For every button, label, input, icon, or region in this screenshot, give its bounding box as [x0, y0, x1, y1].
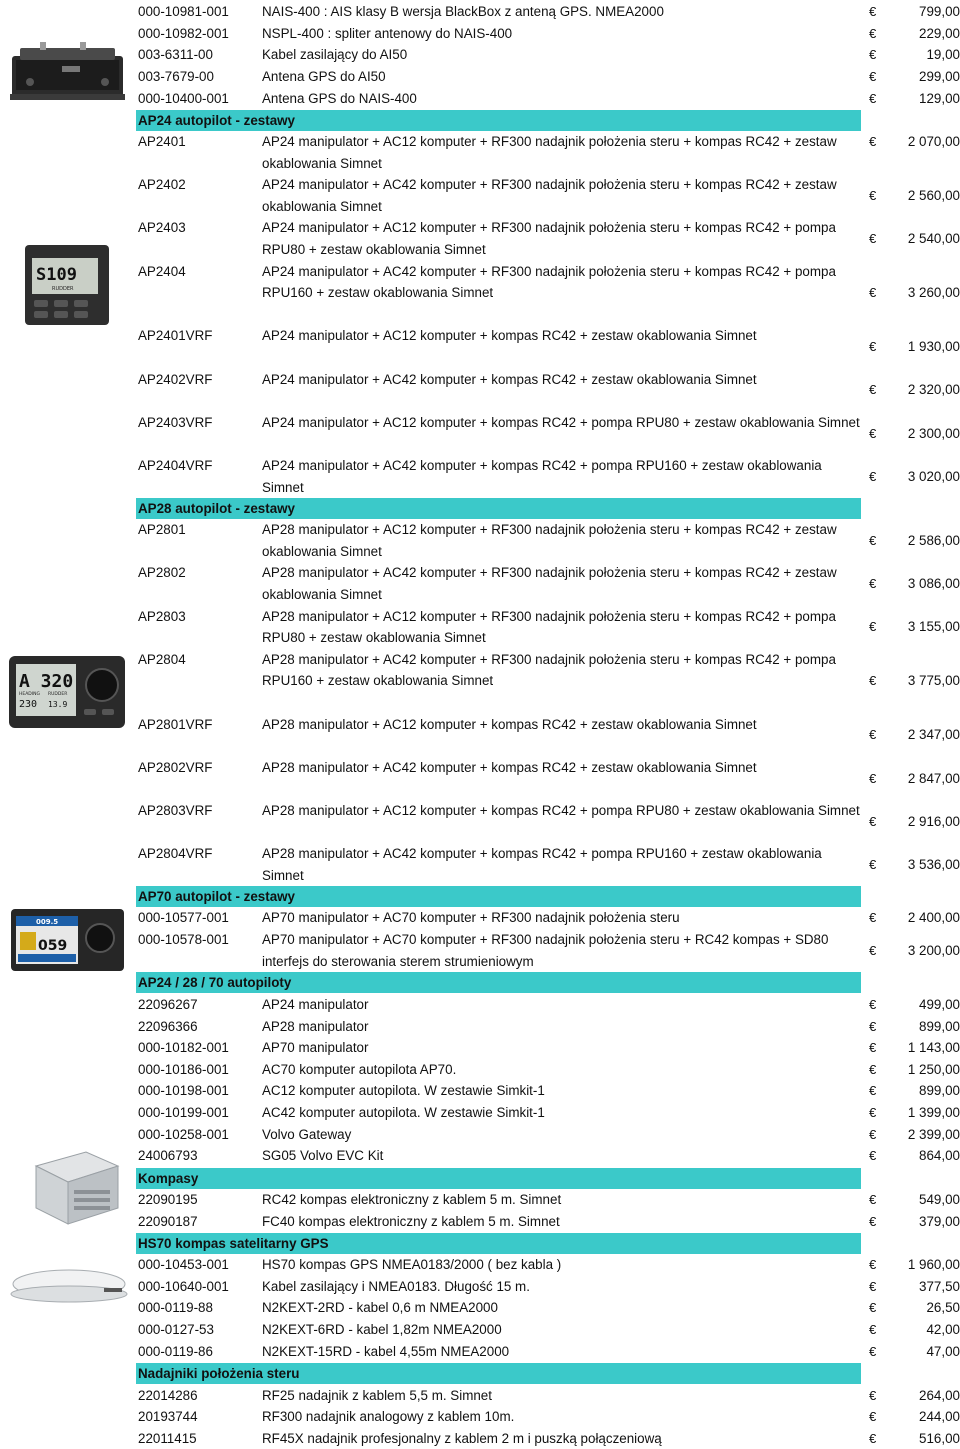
product-code: AP2804VRF — [138, 846, 213, 862]
product-price: 264,00 — [919, 1387, 960, 1403]
product-code: 000-10199-001 — [138, 1105, 229, 1120]
ap70-display-text: 059 — [38, 938, 68, 954]
product-price: 129,00 — [919, 90, 960, 106]
product-code: 000-10640-001 — [138, 1278, 229, 1294]
product-description: AP70 manipulator + AC70 komputer + RF300 nadajnik położenia steru — [262, 910, 680, 926]
product-price: 1 399,00 — [907, 1105, 960, 1120]
section-header — [136, 1233, 861, 1254]
product-price: 379,00 — [919, 1213, 960, 1229]
section-header — [136, 1168, 861, 1189]
product-code: 22090195 — [138, 1192, 198, 1208]
product-description: AP28 manipulator + AC42 komputer + RF300 nadajnik położenia steru + kompas RC42 + zestaw okablowania Simnet — [262, 565, 837, 602]
product-price: 26,50 — [926, 1300, 960, 1316]
product-description: AP28 manipulator + AC42 komputer + kompas RC42 + pompa RPU160 + zestaw okablowania Simnet — [262, 846, 822, 883]
currency-symbol: € — [869, 285, 877, 301]
gps-dome-image — [8, 1264, 130, 1310]
product-code: 22011415 — [138, 1430, 197, 1446]
ap70-display-v1: 009.5 — [36, 918, 59, 926]
section-header — [136, 972, 861, 993]
product-description: FC40 kompas elektroniczny z kablem 5 m. Simnet — [262, 1213, 560, 1229]
currency-symbol: € — [869, 1409, 877, 1425]
product-price: 42,00 — [926, 1322, 960, 1337]
section-header-title: HS70 kompas satelitarny GPS — [138, 1236, 329, 1251]
currency-symbol: € — [869, 1040, 877, 1056]
product-price: 499,00 — [919, 997, 960, 1012]
product-price: 19,00 — [926, 47, 960, 63]
ap24-display-text: S109 — [36, 265, 77, 285]
ais-blackbox-image — [10, 36, 125, 106]
product-price: 47,00 — [926, 1343, 960, 1359]
ap28-display-v2: 13.9 — [48, 700, 68, 709]
product-price: 3 260,00 — [907, 285, 960, 301]
product-price: 2 586,00 — [907, 532, 960, 548]
product-price: 3 200,00 — [907, 942, 960, 958]
product-description: AC12 komputer autopilota. W zestawie Simkit-1 — [262, 1083, 545, 1099]
currency-symbol: € — [869, 727, 877, 743]
section-header-title: Kompasy — [138, 1171, 199, 1186]
product-code: 22096267 — [138, 997, 198, 1012]
product-code: 000-0119-86 — [138, 1343, 213, 1359]
currency-symbol: € — [869, 673, 877, 689]
product-description: AP28 manipulator + AC12 komputer + kompas RC42 + zestaw okablowania Simnet — [262, 716, 757, 732]
product-code: 000-0127-53 — [138, 1322, 214, 1337]
product-description: Volvo Gateway — [262, 1126, 352, 1142]
currency-symbol: € — [869, 1083, 877, 1099]
ap70-controller-image — [10, 908, 125, 972]
currency-symbol: € — [869, 1126, 877, 1142]
ap24-controller-image — [24, 244, 110, 326]
product-price: 1 930,00 — [907, 339, 960, 355]
product-price: 799,00 — [919, 4, 960, 20]
section-header-title: Nadajniki położenia steru — [138, 1366, 300, 1381]
currency-symbol: € — [869, 1213, 877, 1229]
product-description: AP24 manipulator + AC42 komputer + RF300 nadajnik położenia steru + kompas RC42 + pompa RPU160 + zestaw okablowania Simnet — [262, 263, 836, 301]
product-description: SG05 Volvo EVC Kit — [262, 1148, 384, 1164]
product-code: AP2402 — [138, 177, 186, 193]
product-description: Antena GPS do NAIS-400 — [262, 90, 417, 106]
product-code: AP2401VRF — [138, 328, 213, 344]
currency-symbol: € — [869, 770, 877, 786]
product-code: AP2404 — [138, 263, 186, 279]
product-description: AP24 manipulator + AC12 komputer + RF300 nadajnik położenia steru + kompas RC42 + zestaw okablowania Simnet — [262, 134, 837, 171]
currency-symbol: € — [869, 910, 877, 926]
currency-symbol: € — [869, 25, 877, 41]
product-price: 3 155,00 — [907, 619, 960, 635]
section-header-title: AP70 autopilot - zestawy — [138, 889, 295, 904]
product-price: 299,00 — [919, 69, 960, 84]
product-description: NAIS-400 : AIS klasy B wersja BlackBox z anteną GPS. NMEA2000 — [262, 4, 664, 20]
product-code: 003-7679-00 — [138, 69, 214, 84]
product-description: HS70 kompas GPS NMEA0183/2000 ( bez kabla ) — [262, 1257, 562, 1273]
product-price: 2 300,00 — [907, 425, 960, 441]
product-description: AC42 komputer autopilota. W zestawie Simkit-1 — [262, 1105, 545, 1120]
currency-symbol: € — [869, 1278, 877, 1294]
product-code: AP2802VRF — [138, 759, 213, 775]
product-code: AP2402VRF — [138, 371, 213, 387]
currency-symbol: € — [869, 576, 877, 592]
product-description: RF300 nadajnik analogowy z kablem 10m. — [262, 1409, 515, 1425]
product-price: 2 400,00 — [907, 910, 960, 926]
product-code: 000-10453-001 — [138, 1257, 229, 1273]
product-price: 229,00 — [919, 25, 960, 41]
product-price: 3 536,00 — [907, 856, 960, 872]
product-description: AP24 manipulator + AC42 komputer + RF300 nadajnik położenia steru + kompas RC42 + zestaw okablowania Simnet — [262, 177, 837, 214]
product-price: 2 560,00 — [907, 187, 960, 203]
product-price: 244,00 — [919, 1409, 960, 1425]
section-header-title: AP24 / 28 / 70 autopiloty — [138, 975, 292, 990]
currency-symbol: € — [869, 1343, 877, 1359]
product-price: 377,50 — [919, 1278, 960, 1294]
section-header — [136, 1363, 861, 1384]
product-price: 2 399,00 — [907, 1126, 960, 1142]
currency-symbol: € — [869, 382, 877, 398]
product-code: 000-10182-001 — [138, 1040, 229, 1056]
currency-symbol: € — [869, 425, 877, 441]
currency-symbol: € — [869, 997, 877, 1012]
currency-symbol: € — [869, 532, 877, 548]
currency-symbol: € — [869, 134, 877, 149]
product-description: AP24 manipulator — [262, 997, 369, 1012]
product-price: 549,00 — [919, 1192, 960, 1208]
product-description: NSPL-400 : spliter antenowy do NAIS-400 — [262, 25, 513, 41]
product-code: 000-10198-001 — [138, 1083, 229, 1099]
product-price: 3 775,00 — [907, 673, 960, 689]
product-code: AP2401 — [138, 134, 186, 149]
ap28-display-v1: 230 — [19, 699, 38, 710]
currency-symbol: € — [869, 1430, 877, 1446]
product-price: 1 960,00 — [907, 1257, 960, 1273]
product-code: 22096366 — [138, 1018, 198, 1034]
product-code: AP2403VRF — [138, 414, 213, 430]
ap28-display-sub1: HEADING — [19, 692, 40, 697]
currency-symbol: € — [869, 47, 877, 63]
section-header — [136, 886, 861, 907]
product-price: 2 320,00 — [907, 382, 960, 398]
currency-symbol: € — [869, 1387, 877, 1403]
currency-symbol: € — [869, 339, 877, 355]
currency-symbol: € — [869, 942, 877, 958]
currency-symbol: € — [869, 813, 877, 829]
product-code: 24006793 — [138, 1148, 198, 1164]
currency-symbol: € — [869, 1300, 877, 1316]
product-code: 20193744 — [138, 1409, 198, 1425]
ap28-display-sub2: RUDDER — [48, 692, 68, 697]
product-description: Kabel zasilający do AI50 — [262, 47, 408, 63]
product-price: 1 143,00 — [907, 1040, 960, 1056]
product-price: 1 250,00 — [907, 1061, 960, 1077]
section-header-title: AP28 autopilot - zestawy — [138, 501, 295, 516]
product-description: RF45X nadajnik profesjonalny z kablem 2 m i puszką połączeniową — [262, 1430, 662, 1446]
product-price: 899,00 — [919, 1018, 960, 1034]
product-description: AP24 manipulator + AC12 komputer + RF300 nadajnik położenia steru + kompas RC42 + pompa RPU80 + zestaw okablowania Simnet — [262, 220, 836, 257]
section-header-title: AP24 autopilot - zestawy — [138, 113, 295, 128]
currency-symbol: € — [869, 4, 877, 20]
product-description: AP28 manipulator + AC42 komputer + kompas RC42 + zestaw okablowania Simnet — [262, 759, 757, 775]
product-description: AP28 manipulator + AC42 komputer + RF300 nadajnik położenia steru + kompas RC42 + pompa RPU160 + zestaw okablowania Simnet — [262, 651, 836, 689]
currency-symbol: € — [869, 1105, 877, 1120]
product-code: 000-10186-001 — [138, 1061, 229, 1077]
currency-symbol: € — [869, 90, 877, 106]
product-description: N2KEXT-15RD - kabel 4,55m NMEA2000 — [262, 1343, 510, 1359]
computer-box-image — [26, 1146, 124, 1228]
product-code: 000-10400-001 — [138, 90, 229, 106]
product-code: AP2803 — [138, 608, 186, 624]
product-code: AP2801 — [138, 522, 186, 538]
product-description: RC42 kompas elektroniczny z kablem 5 m. Simnet — [262, 1192, 562, 1208]
product-description: AP24 manipulator + AC42 komputer + kompas RC42 + pompa RPU160 + zestaw okablowania Simnet — [262, 458, 822, 495]
product-price: 899,00 — [919, 1083, 960, 1099]
currency-symbol: € — [869, 231, 877, 247]
product-code: 000-10577-001 — [138, 910, 229, 926]
product-price: 2 347,00 — [907, 727, 960, 743]
product-code: 003-6311-00 — [138, 47, 213, 63]
currency-symbol: € — [869, 1061, 877, 1077]
product-description: N2KEXT-6RD - kabel 1,82m NMEA2000 — [262, 1322, 502, 1337]
product-description: Antena GPS do AI50 — [262, 69, 386, 84]
currency-symbol: € — [869, 187, 877, 203]
product-code: AP2801VRF — [138, 716, 213, 732]
currency-symbol: € — [869, 1018, 877, 1034]
product-description: AP70 manipulator + AC70 komputer + RF300 nadajnik położenia steru + RC42 kompas + SD80 interfejs do sterowania sterem strumieniowym — [262, 932, 829, 969]
product-description: AC70 komputer autopilota AP70. — [262, 1061, 457, 1077]
product-price: 864,00 — [919, 1148, 960, 1164]
product-code: AP2804 — [138, 651, 186, 667]
currency-symbol: € — [869, 1192, 877, 1208]
currency-symbol: € — [869, 1322, 877, 1337]
currency-symbol: € — [869, 1257, 877, 1273]
product-description: RF25 nadajnik z kablem 5,5 m. Simnet — [262, 1387, 492, 1403]
product-description: AP70 manipulator — [262, 1040, 369, 1056]
product-code: 000-10258-001 — [138, 1126, 229, 1142]
product-description: AP28 manipulator + AC12 komputer + RF300 nadajnik położenia steru + kompas RC42 + pompa RPU80 + zestaw okablowania Simnet — [262, 608, 836, 646]
product-code: 22014286 — [138, 1387, 198, 1403]
product-code: AP2404VRF — [138, 458, 213, 473]
product-code: AP2802 — [138, 565, 186, 581]
currency-symbol: € — [869, 69, 877, 84]
product-price: 2 540,00 — [907, 231, 960, 247]
currency-symbol: € — [869, 856, 877, 872]
product-price: 3 086,00 — [907, 576, 960, 592]
currency-symbol: € — [869, 1148, 877, 1164]
currency-symbol: € — [869, 619, 877, 635]
product-code: 000-10578-001 — [138, 932, 229, 947]
product-price: 2 847,00 — [907, 770, 960, 786]
product-price: 2 916,00 — [907, 813, 960, 829]
product-description: AP24 manipulator + AC12 komputer + kompas RC42 + pompa RPU80 + zestaw okablowania Simnet — [262, 414, 860, 430]
product-description: AP28 manipulator — [262, 1018, 369, 1034]
product-description: AP24 manipulator + AC42 komputer + kompas RC42 + zestaw okablowania Simnet — [262, 371, 757, 387]
ap28-display-text: A 320 — [19, 671, 74, 692]
product-price: 2 070,00 — [907, 134, 960, 149]
product-description: AP28 manipulator + AC12 komputer + RF300 nadajnik położenia steru + kompas RC42 + zestaw okablowania Simnet — [262, 522, 837, 559]
ap24-display-label: RUDDER — [52, 286, 74, 292]
product-code: 000-0119-88 — [138, 1300, 213, 1316]
product-description: AP24 manipulator + AC12 komputer + kompas RC42 + zestaw okablowania Simnet — [262, 328, 757, 344]
product-price: 3 020,00 — [907, 468, 960, 484]
product-description: Kabel zasilający i NMEA0183. Długość 15 m. — [262, 1278, 530, 1294]
product-code: 000-10981-001 — [138, 4, 229, 20]
product-description: AP28 manipulator + AC12 komputer + kompas RC42 + pompa RPU80 + zestaw okablowania Simnet — [262, 803, 860, 818]
product-code: 000-10982-001 — [138, 25, 229, 41]
currency-symbol: € — [869, 468, 877, 484]
product-code: 22090187 — [138, 1213, 198, 1229]
product-code: AP2803VRF — [138, 803, 213, 818]
product-code: AP2403 — [138, 220, 186, 236]
product-price: 516,00 — [919, 1430, 960, 1446]
product-description: N2KEXT-2RD - kabel 0,6 m NMEA2000 — [262, 1300, 498, 1316]
ap28-controller-image — [8, 655, 126, 729]
section-header — [136, 498, 861, 519]
section-header — [136, 110, 861, 131]
